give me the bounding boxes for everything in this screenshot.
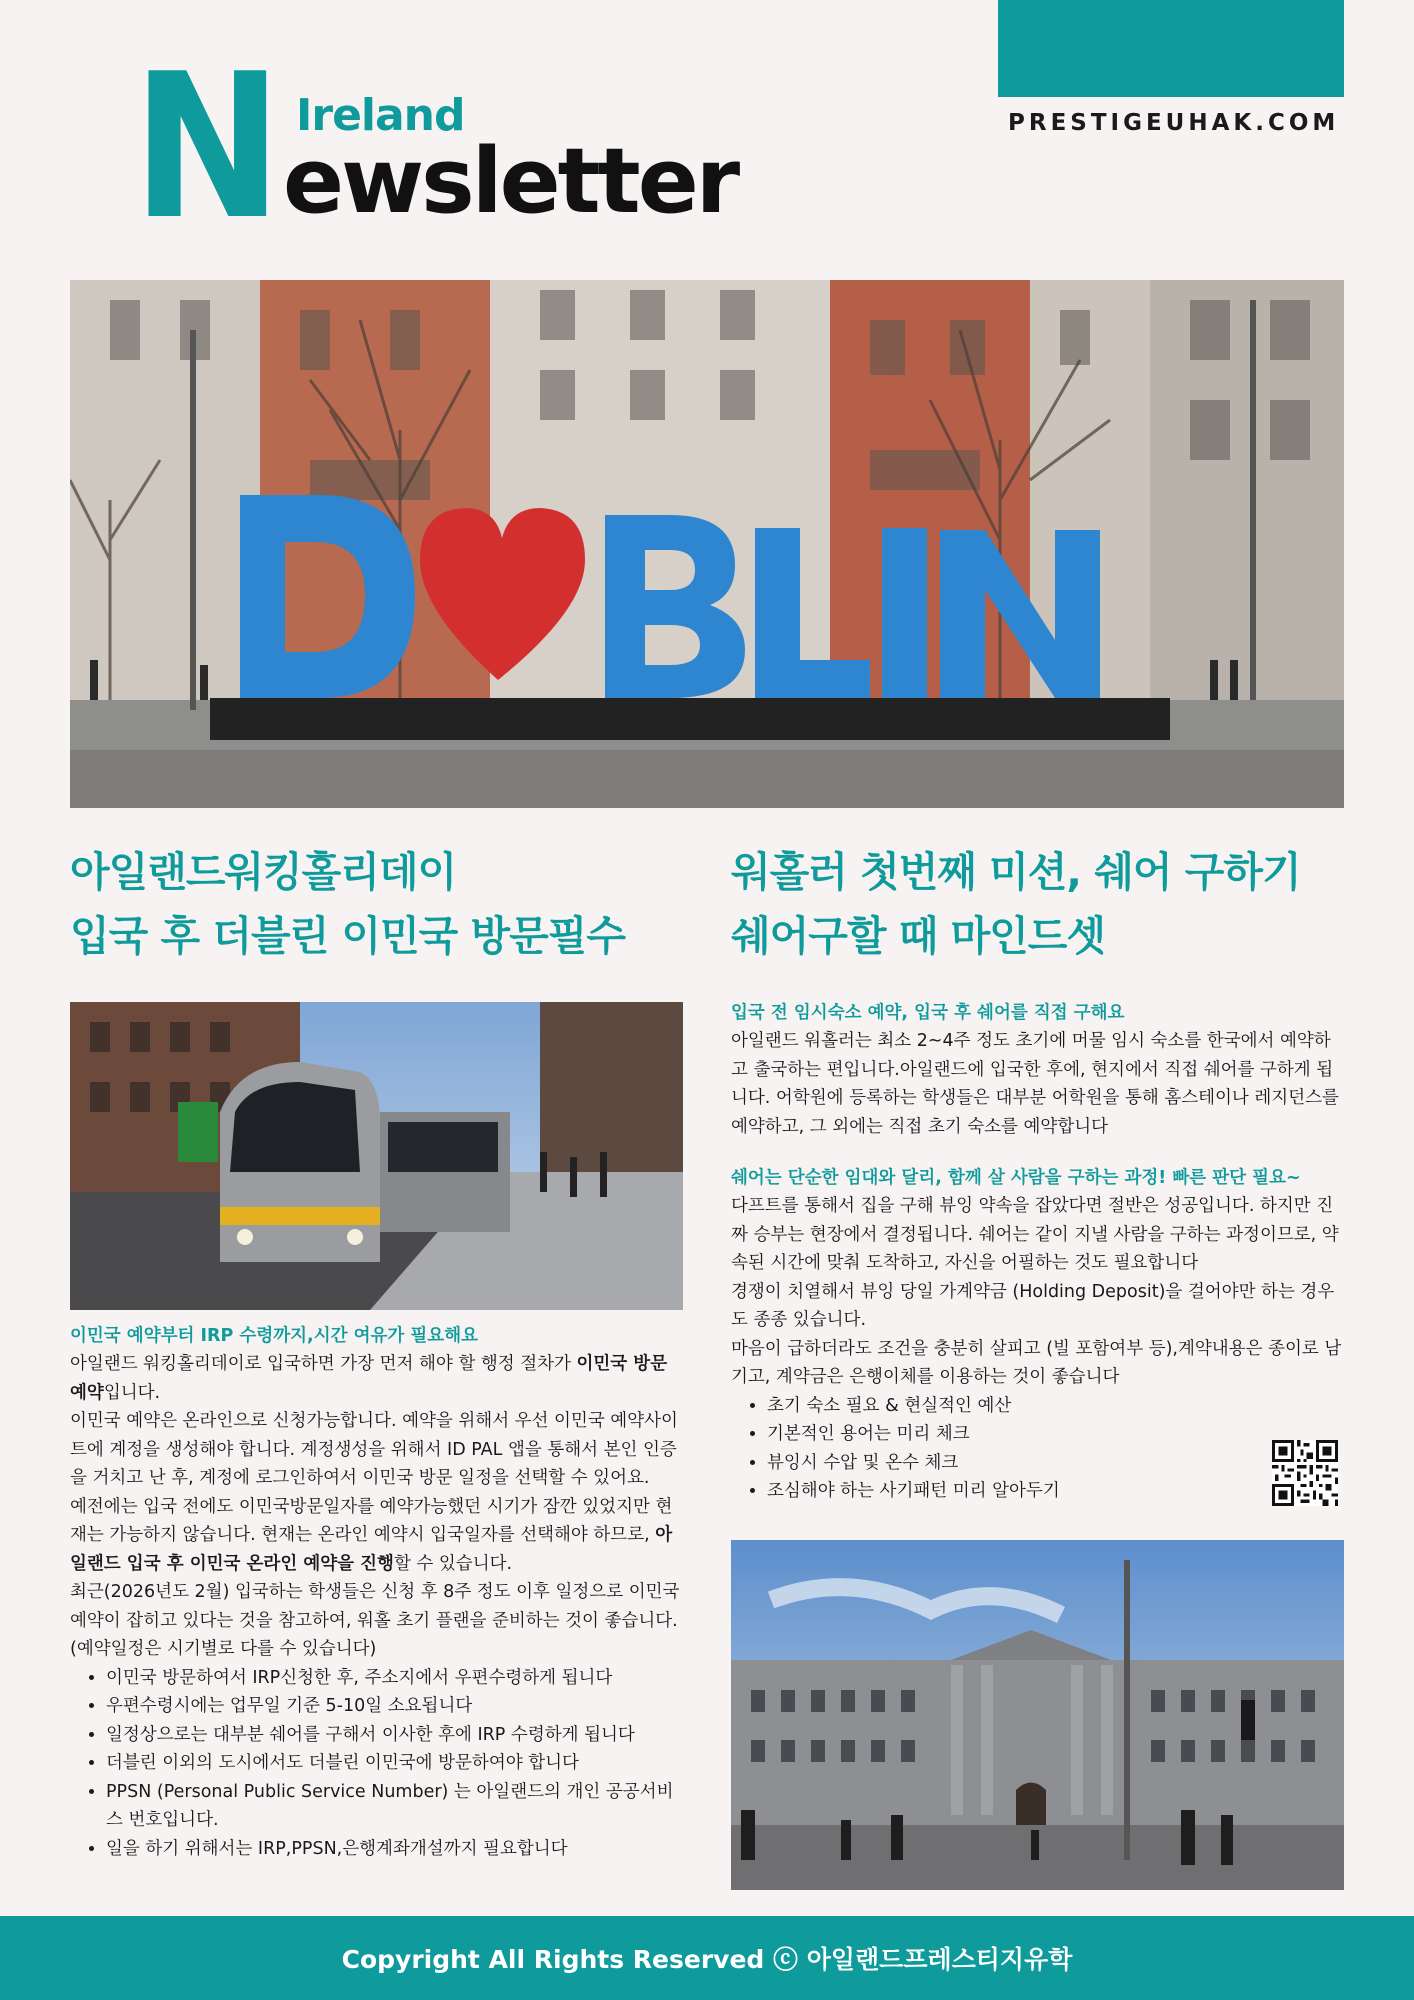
logo-word-rest: ewsletter: [283, 129, 738, 234]
left-subheading: 이민국 예약부터 IRP 수령까지,시간 여유가 필요해요: [70, 1326, 479, 1346]
footer-copyright: Copyright All Rights Reserved ⓒ 아일랜드프레스티지유학: [341, 1945, 1073, 1974]
left-column-body: [70, 1323, 682, 1863]
left-paragraph-4: 최근(2026년도 2월) 입국하는 학생들은 신청 후 8주 정도 이후 일정으로 이민국 예약이 잡히고 있다는 것을 참고하여, 워홀 초기 플랜을 준비하는 것이 좋습니다.(예약일정은 시기별로 다를 수 있습니다): [70, 1582, 680, 1659]
right-section-heading: [731, 840, 1351, 968]
list-item: • 이민국 방문하여서 IRP신청한 후, 주소지에서 우편수령하게 됩니다: [106, 1664, 682, 1693]
logo-country: Ireland: [296, 90, 465, 141]
left-heading-line-1: 아일랜드워킹홀리데이: [70, 848, 457, 896]
left-heading-line-2: 입국 후 더블린 이민국 방문필수: [70, 912, 625, 960]
site-url[interactable]: PRESTIGEUHAK.COM: [1008, 110, 1340, 136]
left-paragraph-2: 이민국 예약은 온라인으로 신청가능합니다. 예약을 위해서 우선 이민국 예약사이트에 계정을 생성해야 합니다. 계정생성을 위해서 ID PAL 앱을 통해서 본인 인증을 거치고 난 후, 계정에 로그인하여서 이민국 방문 일정을 선택할 수 있어요.: [70, 1411, 678, 1488]
list-item: • 뷰잉시 수압 및 온수 체크: [767, 1449, 1343, 1478]
left-paragraph-1: [70, 1350, 682, 1407]
list-item: • 초기 숙소 필요 & 현실적인 예산: [767, 1392, 1343, 1421]
left-p1-text-a: 아일랜드 워킹홀리데이로 입국하면 가장 먼저 해야 할 행정 절차가: [70, 1354, 577, 1374]
list-item: • 우편수령시에는 업무일 기준 5-10일 소요됩니다: [106, 1692, 682, 1721]
right-paragraph-3: 경쟁이 치열해서 뷰잉 당일 가계약금 (Holding Deposit)을 걸어야만 하는 경우도 종종 있습니다.: [731, 1281, 1335, 1330]
right-heading-line-2: 쉐어구할 때 마인드셋: [731, 912, 1106, 960]
left-p3-text-a: 예전에는 입국 전에도 이민국방문일자를 예약가능했던 시기가 잠깐 있었지만 현재는 가능하지 않습니다. 현재는 온라인 예약시 입국일자를 선택해야 하므로,: [70, 1496, 673, 1545]
hero-dublin-sign-photo: [70, 280, 1344, 808]
list-item: • 일정상으로는 대부분 쉐어를 구해서 이사한 후에 IRP 수령하게 됩니다: [106, 1721, 682, 1750]
right-subheading-2: 쉐어는 단순한 임대와 달리, 함께 살 사람을 구하는 과정! 빠른 판단 필요~: [731, 1168, 1301, 1188]
qr-code-icon[interactable]: [1272, 1440, 1338, 1506]
right-column-body: [731, 1000, 1343, 1506]
left-p1-text-c: 입니다.: [103, 1382, 161, 1403]
list-item: • PPSN (Personal Public Service Number) 는 아일랜드의 개인 공공서비스 번호입니다.: [106, 1778, 682, 1835]
list-item: • 기본적인 용어는 미리 체크: [767, 1420, 1343, 1449]
logo-letter-n: N: [132, 31, 283, 264]
list-item: • 일을 하기 위해서는 IRP,PPSN,은행계좌개설까지 필요합니다: [106, 1835, 682, 1864]
left-p3-bold: 아일랜드 입국 후 이민국 온라인 예약을 진행: [70, 1525, 673, 1574]
left-p1-bold: 이민국 방문 예약: [70, 1354, 668, 1403]
right-paragraph-4: 마음이 급하더라도 조건을 충분히 살피고 (빌 포함여부 등),계약내용은 종이로 남기고, 계약금은 은행이체를 이용하는 것이 좋습니다: [731, 1338, 1342, 1387]
spacer: [731, 1141, 1343, 1165]
right-paragraph-1: 아일랜드 워홀러는 최소 2~4주 정도 초기에 머물 임시 숙소를 한국에서 예약하고 출국하는 편입니다.아일랜드에 입국한 후에, 현지에서 직접 쉐어를 구하게 됩니다. 어학원에 등록하는 학생들은 대부분 어학원을 통해 홈스테이나 레지던스를 예약하고, 그 외에는 직접 초기 숙소를 예약합니다: [731, 1031, 1339, 1137]
right-bullet-list: [731, 1392, 1343, 1506]
right-subheading-1: 입국 전 임시숙소 예약, 입국 후 쉐어를 직접 구해요: [731, 1003, 1125, 1023]
left-paragraph-3: [70, 1493, 682, 1579]
left-p3-text-c: 할 수 있습니다.: [393, 1553, 513, 1574]
right-heading-line-1: 워홀러 첫번째 미션, 쉐어 구하기: [731, 848, 1301, 896]
college-building-photo: [731, 1540, 1344, 1890]
right-paragraph-2: 다프트를 통해서 집을 구해 뷰잉 약속을 잡았다면 절반은 성공입니다. 하지만 진짜 승부는 현장에서 결정됩니다. 쉐어는 같이 지낼 사람을 구하는 과정이므로, 약속된 시간에 맞춰 도착하고, 자신을 어필하는 것도 필요합니다: [731, 1196, 1339, 1273]
tram-photo: [70, 1002, 683, 1310]
left-section-heading: [70, 840, 690, 968]
list-item: • 조심해야 하는 사기패턴 미리 알아두기: [767, 1477, 1343, 1506]
header-accent-block: [998, 0, 1344, 97]
footer-bar: [0, 1916, 1414, 2000]
list-item: • 더블린 이외의 도시에서도 더블린 이민국에 방문하여야 합니다: [106, 1749, 682, 1778]
left-bullet-list: [70, 1664, 682, 1864]
